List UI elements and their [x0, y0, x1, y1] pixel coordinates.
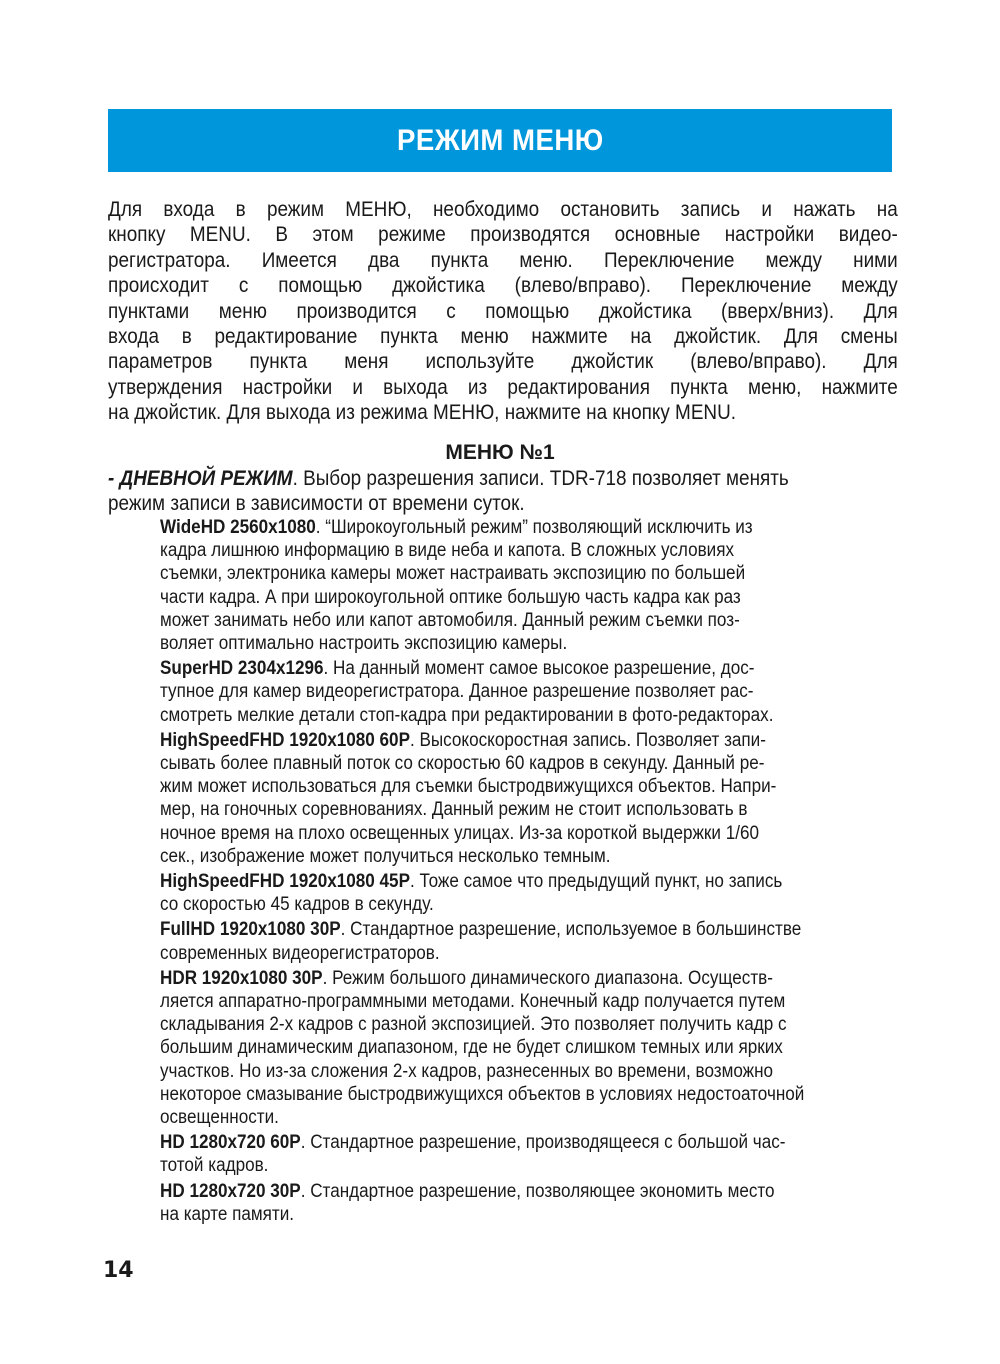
resolution-desc: . На данный момент самое высокое разрешение, дос- [323, 658, 755, 680]
page-number: 14 [103, 1258, 134, 1283]
resolution-item [160, 516, 905, 655]
resolution-item-line: сывать более плавный поток со скоростью 60 кадров в секунду. Данный ре- [160, 753, 765, 775]
resolution-item-line [160, 516, 831, 539]
day-mode-line-2: режим записи в зависимости от времени суток. [108, 491, 525, 515]
resolution-item-line: мер, на гоночных соревнованиях. Данный режим не стоит использовать в [160, 799, 748, 821]
resolution-item-line: съемки, электроника камеры может настраивать экспозицию по большей [160, 563, 746, 585]
resolution-name: SuperHD 2304x1296 [160, 658, 324, 680]
resolution-name: WideHD 2560x1080 [160, 517, 316, 538]
resolution-item-line [160, 967, 831, 990]
intro-line: происходит с помощью джойстика (влево/вправо). Переключение между [108, 273, 898, 298]
resolution-item-line: воляет оптимально настроить экспозицию камеры. [160, 633, 568, 655]
resolution-item-line: большим динамическим диапазоном, где не будет слишком темных или ярких [160, 1037, 783, 1059]
resolution-item [160, 657, 905, 727]
resolution-name: HighSpeedFHD 1920x1080 60P [160, 729, 410, 751]
resolution-item-line: ляется аппаратно-программными методами. Конечный кадр получается путем [160, 991, 786, 1013]
resolution-item-line: жим может использоваться для съемки быстродвижущихся объектов. Напри- [160, 776, 777, 798]
intro-line: Для входа в режим МЕНЮ, необходимо остановить запись и нажать на [108, 197, 898, 221]
resolution-name: FullHD 1920x1080 30P [160, 919, 341, 941]
resolution-item-line: современных видеорегистраторов. [160, 942, 440, 964]
resolution-item-line: тотой кадров. [160, 1155, 269, 1177]
resolution-list [160, 516, 905, 1228]
resolution-item [160, 870, 905, 916]
resolution-item-line: со скоростью 45 кадров в секунду. [160, 894, 434, 916]
resolution-desc: . Стандартное разрешение, позволяющее экономить место [300, 1180, 775, 1202]
resolution-item-line: участков. Но из-за сложения 2-х кадров, разнесенных во времени, возможно [160, 1060, 774, 1082]
resolution-item-line: части кадра. А при широкоугольной оптике большую часть кадра как раз [160, 586, 741, 608]
resolution-item-line: некоторое смазывание быстродвижущихся объектов в условиях недостоаточной [160, 1083, 805, 1105]
intro-line: утверждения настройки и выхода из редактирования пункта меню, нажмите [108, 374, 898, 399]
resolution-desc: . Высокоскоростная запись. Позволяет запи- [409, 729, 766, 751]
intro-line: параметров пункта меня используйте джойстик (влево/вправо). Для [108, 349, 898, 374]
resolution-item-line: сек., изображение может получиться несколько темным. [160, 845, 611, 867]
page-title: РЕЖИМ МЕНЮ [396, 123, 604, 157]
resolution-item [160, 729, 905, 868]
resolution-item [160, 918, 905, 964]
resolution-item-line: складывания 2-х кадров с разной экспозицией. Это позволяет получить кадр с [160, 1014, 787, 1036]
section-banner [108, 109, 892, 172]
resolution-name: HighSpeedFHD 1920x1080 45P [160, 871, 410, 893]
day-mode-line [108, 466, 812, 491]
resolution-item-line [160, 729, 831, 752]
resolution-item-line: тупное для камер видеорегистратора. Данное разрешение позволяет рас- [160, 681, 754, 703]
day-mode-desc: . Выбор разрешения записи. TDR-718 позволяет менять [292, 466, 789, 490]
resolution-item-line: смотреть мелкие детали стоп-кадра при редактировании в фото-редакторах. [160, 704, 774, 726]
resolution-name: HD 1280x720 30P [160, 1180, 301, 1202]
resolution-name: HDR 1920x1080 30P [160, 967, 323, 989]
resolution-item [160, 967, 905, 1129]
menu-1-heading: МЕНЮ №1 [445, 441, 555, 464]
resolution-desc: . Стандартное разрешение, используемое в большинстве [340, 919, 802, 941]
resolution-item-line: может занимать небо или капот автомобиля. Данный режим съемки поз- [160, 609, 740, 631]
resolution-item-line [160, 657, 831, 680]
resolution-item-line: кадра лишнюю информацию в виде неба и капота. В сложных условиях [160, 540, 735, 562]
day-mode-heading: - ДНЕВНОЙ РЕЖИМ [108, 466, 293, 490]
resolution-desc: . Стандартное разрешение, производящееся с большой час- [300, 1132, 786, 1154]
resolution-desc: . Режим большого динамического диапазона. Осуществ- [322, 967, 773, 989]
resolution-desc: . “Широкоугольный режим” позволяющий исключить из [315, 517, 753, 538]
resolution-item [160, 1180, 905, 1226]
day-mode-section [108, 466, 908, 516]
resolution-item-line [160, 1131, 831, 1154]
intro-line: на джойстик. Для выхода из режима МЕНЮ, нажмите на кнопку MENU. [108, 400, 737, 425]
intro-line: кнопку MENU. В этом режиме производятся основные настройки видео- [108, 222, 898, 247]
resolution-item-line [160, 1180, 831, 1203]
intro-line: входа в редактирование пункта меню нажмите на джойстик. Для смены [108, 324, 898, 349]
resolution-desc: . Тоже самое что предыдущий пункт, но запись [409, 871, 783, 893]
intro-line: регистратора. Имеется два пункта меню. Переключение между ними [108, 247, 898, 272]
resolution-item-line: ночное время на плохо освещенных улицах. Из-за короткой выдержки 1/60 [160, 822, 759, 844]
resolution-item-line: освещенности. [160, 1107, 279, 1129]
resolution-item-line: на карте памяти. [160, 1203, 295, 1225]
resolution-item-line [160, 918, 831, 941]
resolution-item-line [160, 870, 831, 893]
intro-line: пунктами меню производится с помощью джойстика (вверх/вниз). Для [108, 298, 898, 323]
intro-paragraph [108, 197, 898, 426]
resolution-item [160, 1131, 905, 1177]
resolution-name: HD 1280x720 60P [160, 1132, 301, 1154]
